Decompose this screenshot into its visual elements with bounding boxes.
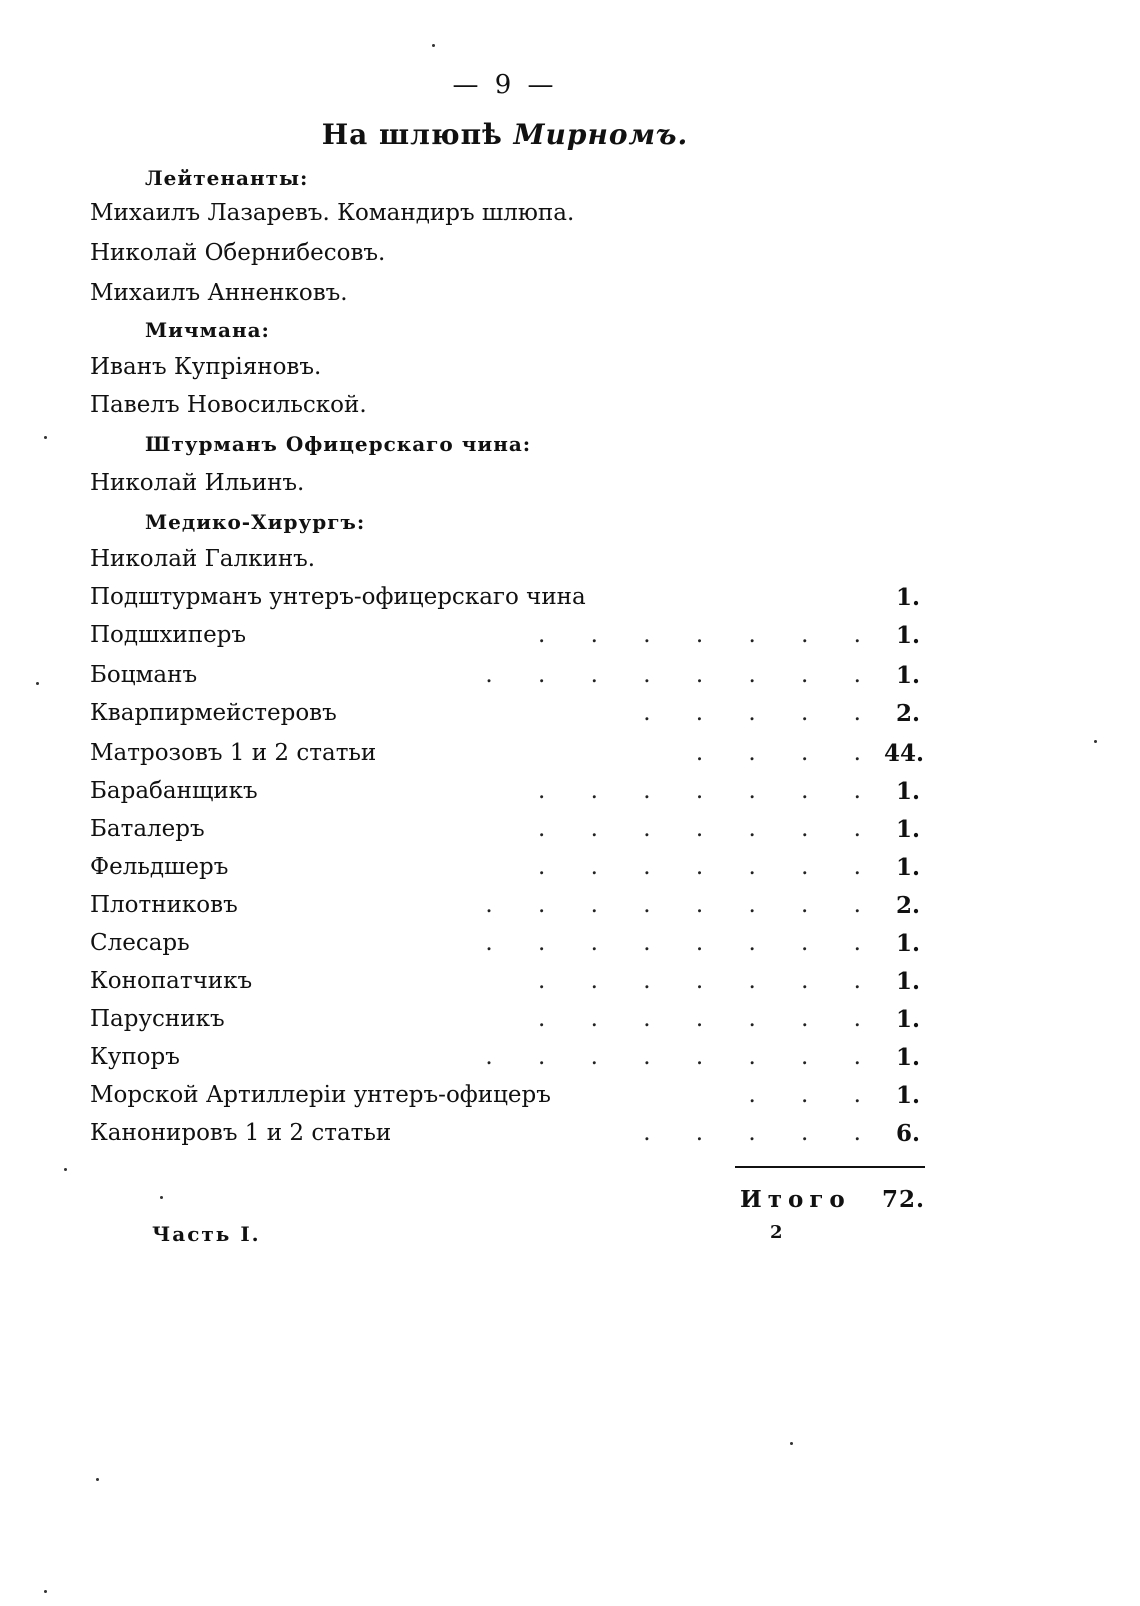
crew-row [90,1044,920,1078]
crew-count: 1. [895,1006,920,1033]
crew-row [90,854,920,888]
crew-row [90,584,920,618]
crew-label: Слесарь [90,930,190,956]
leader-dots: . . . . [695,740,880,766]
crew-label: Подштурманъ унтеръ-офицерскаго чина [90,584,586,610]
crew-row [90,778,920,812]
leader-dots: . . . [748,1082,880,1108]
crew-row [90,700,920,734]
crew-count: 1. [895,968,920,995]
crew-label: Фельдшеръ [90,854,229,880]
crew-label: Купоръ [90,1044,180,1070]
leader-dots: . . . . . . . . [485,930,880,956]
total-line [740,1186,925,1213]
signature-mark: 2 [770,1222,783,1243]
page-number: — 9 — [452,70,558,100]
crew-row [90,622,920,656]
crew-label: Подшхиперъ [90,622,247,648]
crew-label: Парусникъ [90,1006,225,1032]
page-heading [0,118,1010,151]
crew-row [90,892,920,926]
crew-count: 1. [895,622,920,649]
crew-count: 1. [895,1044,920,1071]
officer-lazarev: Михаилъ Лазаревъ. Командиръ шлюпа. [90,200,575,226]
crew-row [90,1120,920,1154]
scan-speck [160,1196,163,1199]
section-lieutenants: Лейтенанты: [145,166,309,190]
officer-galkin: Николай Галкинъ. [90,546,316,572]
crew-label: Баталеръ [90,816,205,842]
total-label: Итого [740,1186,851,1213]
crew-label: Боцманъ [90,662,198,688]
crew-label: Барабанщикъ [90,778,258,804]
scan-speck [790,1442,793,1445]
leader-dots: . . . . . . . [537,854,880,880]
crew-row [90,1006,920,1040]
leader-dots: . . . . . [643,700,880,726]
crew-count: 1. [895,930,920,957]
crew-count: 1. [895,778,920,805]
crew-count: 1. [895,584,920,611]
crew-row [90,968,920,1002]
leader-dots: . . . . . [643,1120,880,1146]
leader-dots: . . . . . . . . [485,662,880,688]
leader-dots: . . . . . . . . [485,892,880,918]
crew-count: 1. [895,816,920,843]
crew-label: Канонировъ 1 и 2 статьи [90,1120,392,1146]
leader-dots: . . . . . . . [537,968,880,994]
scan-speck [432,44,435,47]
crew-row [90,740,925,774]
heading-prefix: На шлюпѣ [321,118,514,151]
section-surgeon: Медико-Хирургъ: [145,510,366,534]
crew-count: 1. [895,854,920,881]
crew-label: Кварпирмейстеровъ [90,700,337,726]
scan-speck [1094,740,1097,743]
crew-label: Морской Артиллеріи унтеръ-офицеръ [90,1082,551,1108]
crew-count: 1. [895,662,920,689]
scan-speck [96,1478,99,1481]
crew-count: 2. [895,700,920,727]
section-navigator: Штурманъ Офицерскаго чина: [145,432,532,456]
scan-speck [44,1590,47,1593]
leader-dots: . . . . . . . [537,622,880,648]
crew-label: Плотниковъ [90,892,238,918]
section-midshipmen: Мичмана: [145,318,270,342]
officer-annenkov: Михаилъ Анненковъ. [90,280,348,306]
leader-dots: . . . . . . . [537,816,880,842]
crew-row [90,930,920,964]
leader-dots: . . . . . . . [537,778,880,804]
total-rule [735,1166,925,1168]
crew-count: 6. [895,1120,920,1147]
scan-speck [64,1168,67,1171]
officer-ilyin: Николай Ильинъ. [90,470,305,496]
crew-label: Конопатчикъ [90,968,253,994]
crew-row [90,662,920,696]
crew-count: 44. [884,740,925,767]
crew-row [90,1082,920,1116]
leader-dots: . . . . . . . . [485,1044,880,1070]
crew-row [90,816,920,850]
crew-count: 2. [895,892,920,919]
crew-label: Матрозовъ 1 и 2 статьи [90,740,377,766]
officer-kupriyanov: Иванъ Купріяновъ. [90,354,322,380]
crew-count: 1. [895,1082,920,1109]
scan-speck [36,682,39,685]
leader-dots: . . . . . . . [537,1006,880,1032]
officer-novosilskoy: Павелъ Новосильской. [90,392,367,418]
officer-obernibesov: Николай Обернибесовъ. [90,240,386,266]
scan-speck [44,436,47,439]
footer-part: Часть I. [152,1222,261,1246]
ship-name: Мирномъ. [513,118,689,151]
total-value: 72. [881,1186,925,1213]
